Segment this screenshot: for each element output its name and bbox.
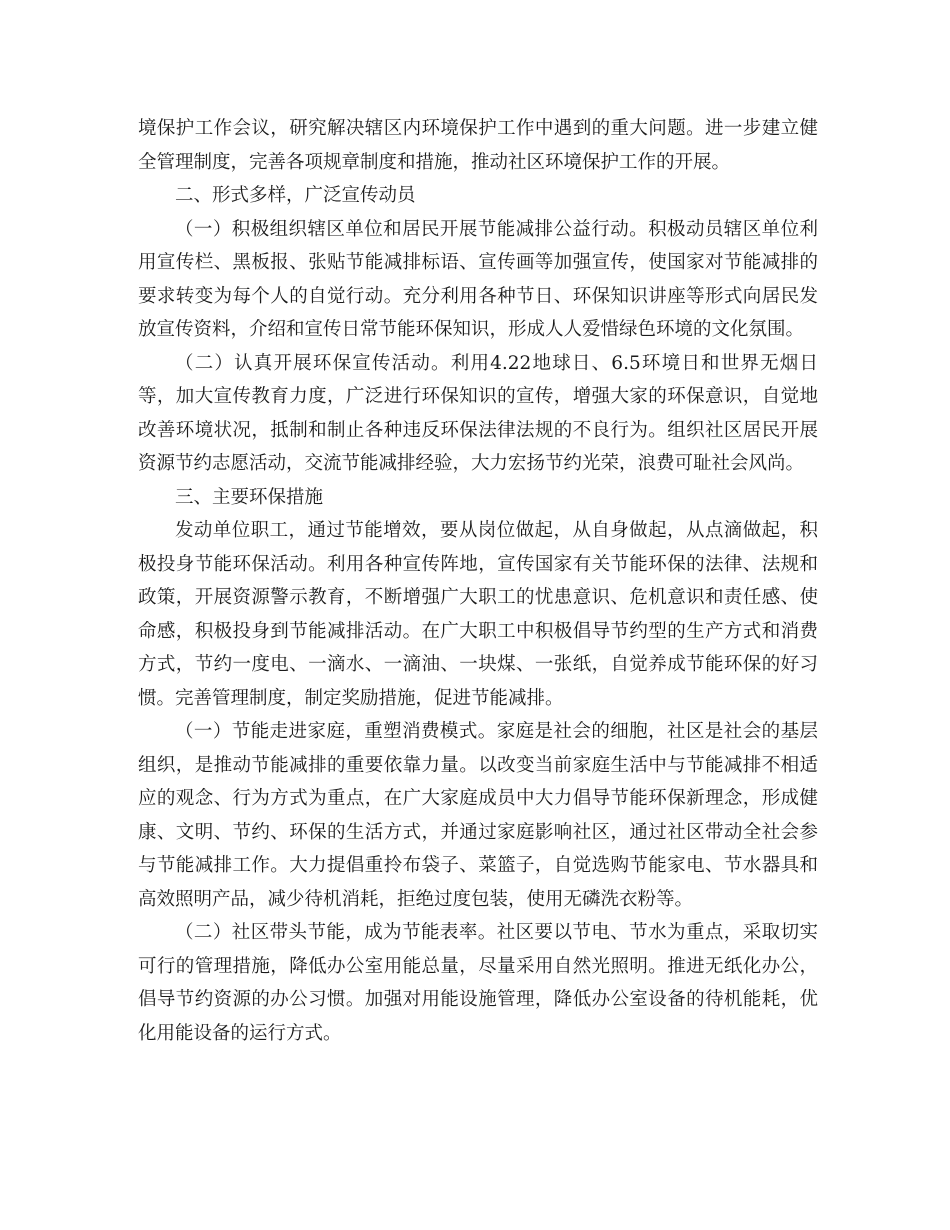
section-heading-3: 三、主要环保措施	[175, 486, 324, 508]
paragraph: （二）认真开展环保宣传活动。利用4.22地球日、6.5环境日和世界无烟日等，加大宣传教育力度，广泛进行环保知识的宣传，增强大家的环保意识，自觉地改善环境状况，抵制和制止各种违反环保法律法规的不良行为。组织社区居民开展资源节约志愿活动，交流节能减排经验，大力宏扬节约光荣，浪费可耻社会风尚。	[138, 352, 818, 474]
paragraph: 发动单位职工，通过节能增效，要从岗位做起，从自身做起，从点滴做起，积极投身节能环保活动。利用各种宣传阵地，宣传国家有关节能环保的法律、法规和政策，开展资源警示教育，不断增强广大职工的忧患意识、危机意识和责任感、使命感，积极投身到节能减排活动。在广大职工中积极倡导节约型的生产方式和消费方式，节约一度电、一滴水、一滴油、一块煤、一张纸，自觉养成节能环保的好习惯。完善管理制度，制定奖励措施，促进节能减排。	[138, 520, 818, 709]
section-heading-2: 二、形式多样，广泛宣传动员	[175, 185, 416, 206]
paragraph-continuation: 境保护工作会议，研究解决辖区内环境保护工作中遇到的重大问题。进一步建立健全管理制度，完善各项规章制度和措施，推动社区环境保护工作的开展。	[138, 118, 818, 173]
paragraph: （一）积极组织辖区单位和居民开展节能减排公益行动。积极动员辖区单位利用宣传栏、黑板报、张贴节能减排标语、宣传画等加强宣传，使国家对节能减排的要求转变为每个人的自觉行动。充分利用各种节日、环保知识讲座等形式向居民发放宣传资料，介绍和宣传日常节能环保知识，形成人人爱惜绿色环境的文化氛围。	[138, 218, 818, 340]
document-body	[138, 112, 818, 1050]
paragraph: （一）节能走进家庭，重塑消费模式。家庭是社会的细胞，社区是社会的基层组织，是推动节能减排的重要依靠力量。以改变当前家庭生活中与节能减排不相适应的观念、行为方式为重点，在广大家庭成员中大力倡导节能环保新理念，形成健康、文明、节约、环保的生活方式，并通过家庭影响社区，通过社区带动全社会参与节能减排工作。大力提倡重拎布袋子、菜篮子，自觉选购节能家电、节水器具和高效照明产品，减少待机消耗，拒绝过度包装，使用无磷洗衣粉等。	[138, 721, 818, 910]
paragraph: （二）社区带头节能，成为节能表率。社区要以节电、节水为重点，采取切实可行的管理措施，降低办公室用能总量，尽量采用自然光照明。推进无纸化办公，倡导节约资源的办公习惯。加强对用能设施管理，降低办公室设备的待机能耗，优化用能设备的运行方式。	[138, 922, 818, 1044]
